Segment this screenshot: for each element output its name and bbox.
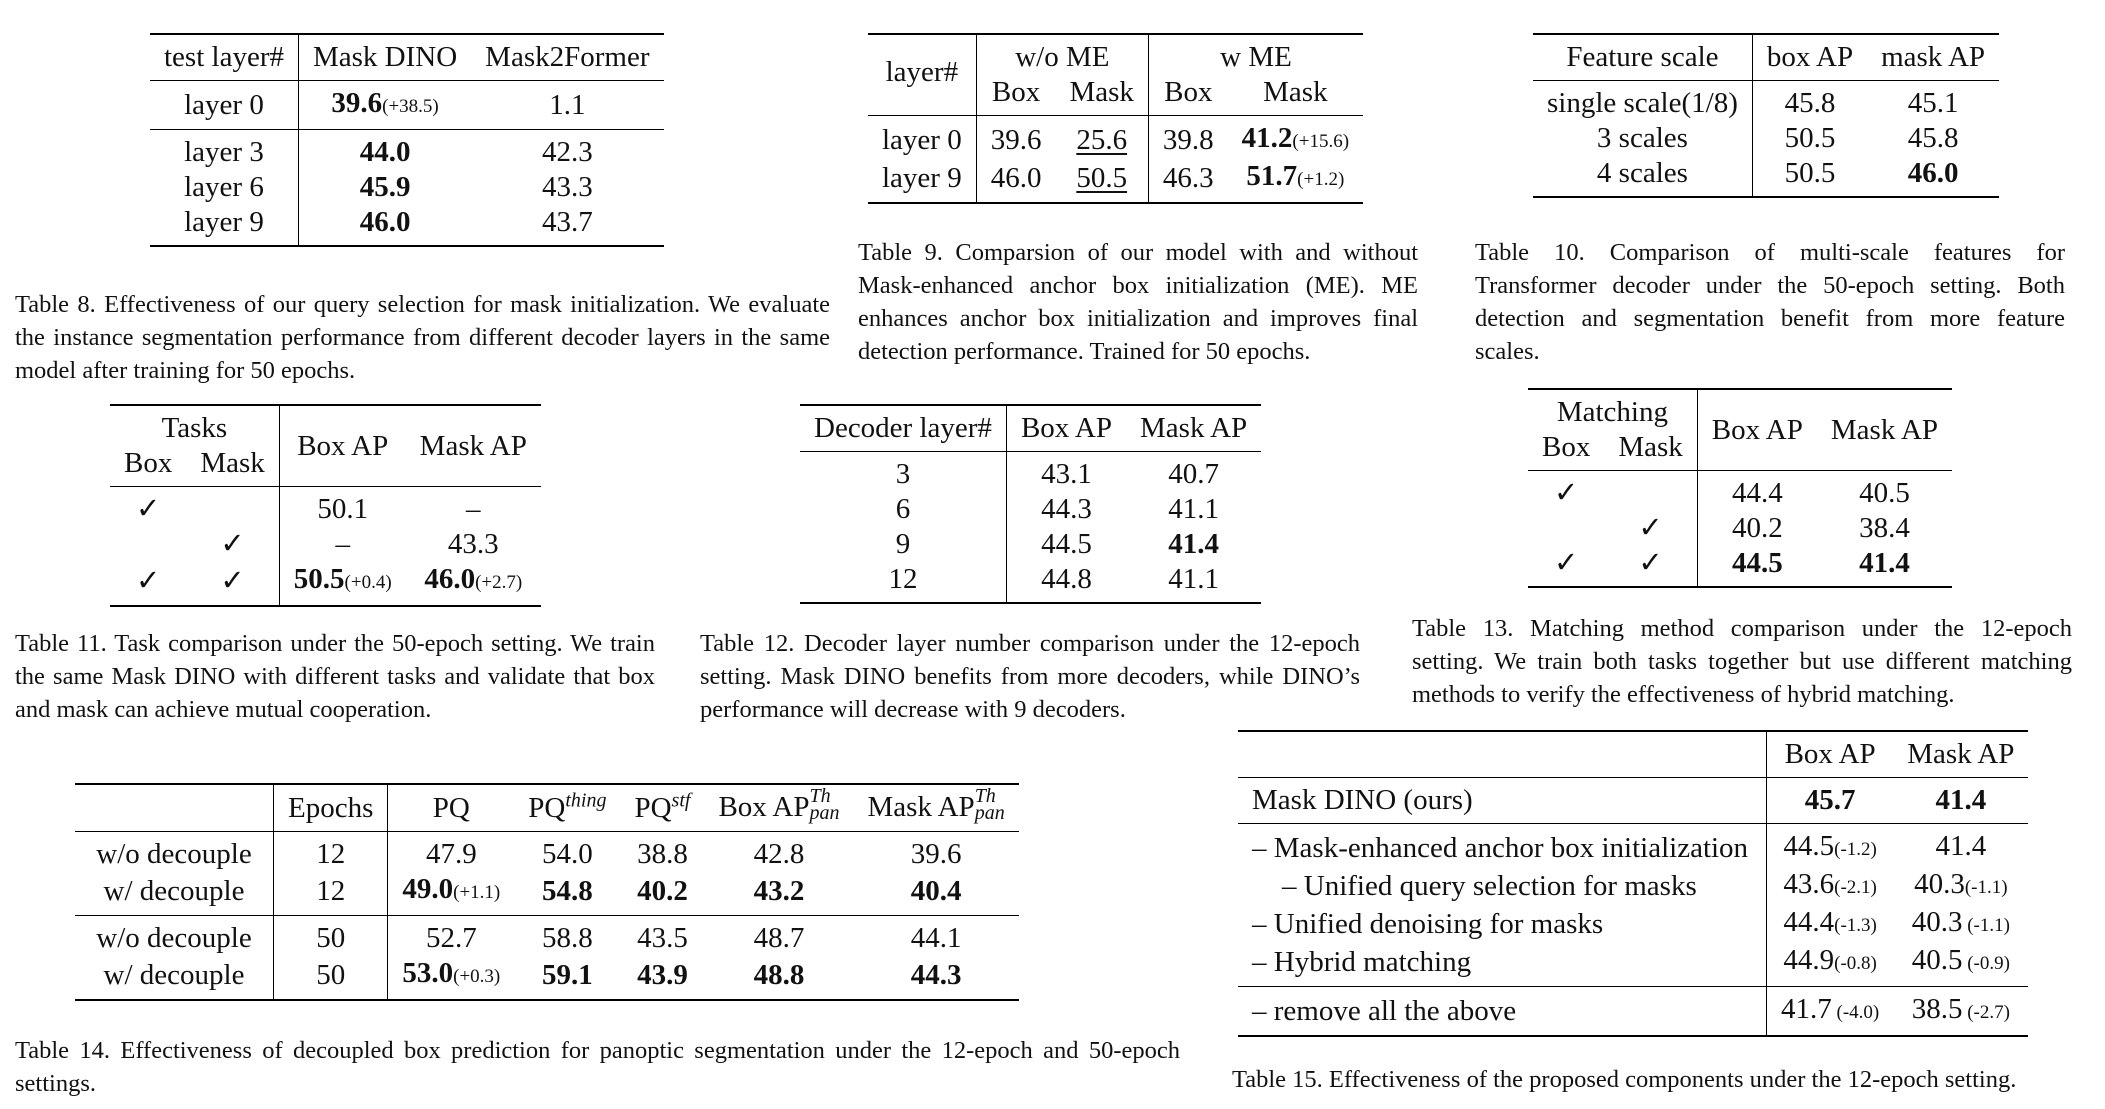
- t13-r3-mask-check: ✓: [1604, 546, 1697, 587]
- t14-r3-box: 48.7: [753, 922, 805, 955]
- t11-header-maskap: Mask AP: [406, 405, 541, 487]
- t9-header-wo-box: Box: [991, 76, 1041, 108]
- t15-r4-box-val: 44.9: [1783, 944, 1835, 976]
- t8-r2-md: 45.9: [359, 171, 411, 203]
- t13-r3-box-check: ✓: [1554, 547, 1579, 579]
- t8-r1-m2f: 42.3: [541, 136, 593, 168]
- t12-header-mask: Mask AP: [1140, 412, 1248, 444]
- t15-r3-box-delta: (-1.3): [1834, 915, 1877, 936]
- t12-r4-mask: 41.1: [1168, 563, 1219, 595]
- t15-r2-box: [1767, 867, 1894, 905]
- t14-r3-name: w/o decouple: [75, 916, 274, 957]
- t11-r3-boxap-val: 50.5: [293, 563, 345, 595]
- t14-r4-ep: 50: [274, 956, 388, 1000]
- t9-header-wo-mask: Mask: [1055, 75, 1148, 116]
- t13-header-box: Box: [1542, 431, 1591, 463]
- t13-r1-maskap: 40.5: [1859, 477, 1910, 509]
- t13-header-boxap: Box AP: [1697, 389, 1817, 471]
- t15-r3-name: – Unified denoising for masks: [1238, 905, 1767, 943]
- t14-header-pq-thing-sup: thing: [565, 789, 607, 812]
- t14-header-maskap-pan: pan: [974, 802, 1005, 825]
- t15-last-mask-val: 38.5: [1911, 993, 1963, 1025]
- t11-r3-mask-check: ✓: [186, 562, 279, 606]
- t11-header-boxap: Box AP: [279, 405, 405, 487]
- t15-r3-box-val: 44.4: [1783, 906, 1835, 938]
- table-14-grid: [75, 783, 1019, 1001]
- t8-r2-m2f: 43.3: [541, 171, 593, 203]
- t14-r4-mask: 44.3: [910, 958, 962, 991]
- t14-header-pq-thing: [514, 784, 620, 832]
- t15-r4-box-delta: (-0.8): [1834, 953, 1877, 974]
- t9-caption: Table 9. Comparsion of our model with and without Mask-enhanced anchor box initialization (ME). ME enhances anchor box initialization and improves final detection performance. Trained for 50 epochs.: [858, 239, 1418, 365]
- t10-r2-mask: 45.8: [1907, 122, 1959, 154]
- t15-main-box: 45.7: [1804, 784, 1856, 816]
- t9-header-w-mask: Mask: [1263, 76, 1328, 108]
- t14-r3-pq: 52.7: [425, 922, 477, 955]
- t14-r1-name: w/o decouple: [75, 832, 274, 873]
- t15-r2-box-delta: (-2.1): [1834, 877, 1877, 898]
- table-12: [800, 404, 1261, 604]
- t11-r2-mask-check: ✓: [186, 527, 279, 562]
- t8-r0-m2f: 1.1: [549, 88, 586, 121]
- t14-r3-ep: 50: [274, 916, 388, 957]
- t15-r1-mask: [1893, 824, 2028, 868]
- t14-r2-name: w/ decouple: [75, 872, 274, 916]
- t14-r4-th: 59.1: [541, 958, 593, 991]
- t14-header-pq: PQ: [432, 791, 470, 824]
- table-10: [1533, 33, 1999, 198]
- t15-r2-box-val: 43.6: [1783, 868, 1835, 900]
- t8-header-layer: test layer#: [150, 34, 298, 81]
- t12-r3-box: 44.5: [1041, 528, 1092, 560]
- t14-r1-st: 38.8: [637, 838, 688, 871]
- t13-r2-maskap: 38.4: [1859, 512, 1910, 544]
- t11-r2-maskap: 43.3: [447, 528, 499, 560]
- t12-r1-mask: 40.7: [1168, 458, 1219, 490]
- t9-header-wo: w/o ME: [976, 34, 1148, 75]
- t14-r1-mask: 39.6: [910, 838, 962, 871]
- table-8-grid: [150, 33, 664, 247]
- t13-caption: Table 13. Matching method comparison under the 12-epoch setting. We train both tasks together but use different matching methods to verify the effectiveness of hybrid matching.: [1412, 615, 2072, 708]
- t15-r2-mask: [1893, 867, 2028, 905]
- t9-r1-d-val: 41.2: [1241, 122, 1293, 154]
- t15-last-box-val: 41.7: [1781, 993, 1832, 1025]
- t9-r1-c: 39.8: [1162, 123, 1214, 156]
- t8-header-mask2former: Mask2Former: [485, 41, 650, 73]
- t14-header-blank: [75, 784, 274, 832]
- t15-r1-box-delta: (-1.2): [1834, 839, 1877, 860]
- t14-header-maskap: [854, 784, 1019, 832]
- t8-caption: Table 8. Effectiveness of our query selection for mask initialization. We evaluate the instance segmentation performance from different decoder layers in the same model after training for 50 epochs.: [15, 291, 830, 384]
- t11-header-tasks: Tasks: [110, 405, 279, 446]
- t15-r3-mask-val: 40.3: [1911, 906, 1963, 938]
- t14-r2-ep: 12: [274, 872, 388, 916]
- table-9: [868, 33, 1363, 204]
- t15-header-mask: Mask AP: [1907, 738, 2015, 770]
- t15-last-box-delta: (-4.0): [1831, 1002, 1880, 1023]
- t15-last-mask: [1893, 987, 2028, 1037]
- t13-header-maskap: Mask AP: [1817, 389, 1952, 471]
- t15-last-box: [1767, 987, 1894, 1037]
- t15-r3-mask: [1893, 905, 2028, 943]
- t14-r2-mask: 40.4: [910, 874, 962, 907]
- t8-r0-layer: layer 0: [150, 81, 298, 130]
- t15-r4-mask-delta: (-0.9): [1962, 953, 2010, 974]
- t14-r2-pq-val: 49.0: [402, 873, 454, 906]
- t12-r4-box: 44.8: [1041, 563, 1092, 595]
- t13-r2-boxap: 40.2: [1731, 512, 1783, 544]
- t15-caption: Table 15. Effectiveness of the proposed components under the 12-epoch setting.: [1232, 1066, 2017, 1093]
- t10-header-box: box AP: [1766, 41, 1854, 73]
- table-13-grid: [1528, 388, 1952, 588]
- t14-header-maskap-script: [974, 785, 1005, 825]
- table-13: [1528, 388, 1952, 588]
- t11-r3-maskap: [406, 562, 541, 606]
- t12-r3-layer: 9: [800, 527, 1006, 562]
- t11-r3-maskap-val: 46.0: [424, 563, 476, 595]
- table-15-grid: [1238, 730, 2028, 1037]
- t15-r1-name: – Mask-enhanced anchor box initialization: [1238, 824, 1767, 868]
- t14-r3-mask: 44.1: [910, 922, 962, 955]
- t15-r4-box: [1767, 943, 1894, 987]
- t14-header-boxap-pan: pan: [809, 802, 840, 825]
- t14-header-maskap-th: Th: [974, 785, 996, 808]
- t12-r2-box: 44.3: [1041, 493, 1092, 525]
- t14-r1-pq: 47.9: [425, 838, 477, 871]
- t10-r3-box: 50.5: [1784, 157, 1836, 189]
- t14-r4-name: w/ decouple: [75, 956, 274, 1000]
- t14-r2-pq-delta: (+1.1): [453, 882, 501, 904]
- t13-r1-box-check: ✓: [1554, 477, 1579, 509]
- t14-r1-ep: 12: [274, 832, 388, 873]
- t15-main-name: Mask DINO (ours): [1238, 778, 1767, 824]
- t15-header-box: Box AP: [1784, 738, 1876, 770]
- t11-r1-boxap: 50.1: [317, 493, 369, 525]
- t13-r1-mask-check: [1604, 471, 1697, 512]
- t13-header-mask: Mask: [1604, 430, 1697, 471]
- table-14: [75, 783, 1019, 1001]
- t14-r4-pq-delta: (+0.3): [453, 966, 501, 988]
- t9-r1-layer: layer 0: [868, 116, 976, 160]
- t15-last-name: – remove all the above: [1238, 987, 1767, 1037]
- t8-r3-m2f: 43.7: [541, 206, 593, 238]
- t8-r1-layer: layer 3: [150, 130, 298, 171]
- t12-header-box: Box AP: [1020, 412, 1113, 444]
- t14-header-boxap: [704, 784, 853, 832]
- t11-r1-box-check: ✓: [136, 493, 161, 525]
- t13-r2-box-check: [1528, 511, 1604, 546]
- t8-r0-md: [298, 81, 471, 130]
- t14-header-boxap-script: [809, 785, 840, 825]
- t14-header-epochs: Epochs: [274, 784, 388, 832]
- t14-r1-box: 42.8: [753, 838, 805, 871]
- t14-r4-pq-val: 53.0: [402, 957, 454, 990]
- t11-r3-maskap-delta: (+2.7): [475, 572, 523, 593]
- t9-r1-a: 39.6: [990, 123, 1042, 156]
- t9-r2-a: 46.0: [990, 161, 1042, 194]
- t14-header-pq-stf-sup: stf: [671, 789, 691, 812]
- t10-caption: Table 10. Comparison of multi-scale features for Transformer decoder under the 50-epoch setting. Both detection and segmentation benefit from more feature scales.: [1475, 239, 2065, 365]
- t15-r1-box: [1767, 824, 1894, 868]
- t10-r2-scale: 3 scales: [1533, 121, 1752, 156]
- t9-header-w-box: Box: [1164, 76, 1213, 108]
- t11-header-mask: Mask: [186, 446, 279, 487]
- table-11-grid: [110, 404, 541, 607]
- t14-header-pq-stf: [620, 784, 704, 832]
- t9-header-layer: layer#: [868, 34, 976, 116]
- t10-r1-box: 45.8: [1784, 87, 1836, 119]
- t9-r2-d: [1228, 159, 1363, 203]
- t10-r3-mask: 46.0: [1907, 157, 1959, 189]
- t9-r2-c: 46.3: [1162, 161, 1214, 194]
- t12-caption: Table 12. Decoder layer number comparison under the 12-epoch setting. Mask DINO benefits from more decoders, while DINO’s performance will decrease with 9 decoders.: [700, 630, 1360, 723]
- table-12-grid: [800, 404, 1261, 604]
- t11-r3-boxap: [279, 562, 405, 606]
- t14-r4-pq: [388, 956, 514, 1000]
- t9-r2-layer: layer 9: [868, 159, 976, 203]
- table-10-grid: [1533, 33, 1999, 198]
- t11-r1-mask-check: [186, 487, 279, 528]
- t15-header-blank: [1238, 731, 1767, 778]
- t14-caption: Table 14. Effectiveness of decoupled box prediction for panoptic segmentation under the 12-epoch and 50-epoch settings.: [15, 1037, 1180, 1097]
- t8-r2-layer: layer 6: [150, 170, 298, 205]
- t15-r4-mask-val: 40.5: [1911, 944, 1963, 976]
- t15-r3-box: [1767, 905, 1894, 943]
- t13-r1-boxap: 44.4: [1731, 477, 1783, 509]
- table-15: [1238, 730, 2028, 1037]
- t11-r3-box-check: ✓: [136, 564, 161, 597]
- t8-r0-md-val: 39.6: [331, 87, 383, 119]
- t8-r1-md: 44.0: [359, 136, 411, 168]
- t10-r2-box: 50.5: [1784, 122, 1836, 154]
- t14-r2-st: 40.2: [637, 874, 688, 907]
- t9-r1-b: 25.6: [1055, 116, 1148, 160]
- t9-r2-d-val: 51.7: [1246, 160, 1298, 192]
- t14-r3-st: 43.5: [637, 922, 688, 955]
- t8-header-maskdino: Mask DINO: [312, 41, 458, 73]
- t12-r1-box: 43.1: [1041, 458, 1092, 490]
- t9-r1-d: [1228, 116, 1363, 160]
- t14-header-pq-stf-base: PQ: [634, 791, 672, 824]
- t15-r2-mask-delta: (-1.1): [1964, 877, 2008, 898]
- t11-r2-boxap: –: [335, 528, 350, 560]
- t12-r2-layer: 6: [800, 492, 1006, 527]
- t15-r1-mask-val: 41.4: [1935, 830, 1987, 862]
- t10-header-mask: mask AP: [1881, 41, 1986, 73]
- t14-r2-pq: [388, 872, 514, 916]
- t13-header-matching: Matching: [1528, 389, 1697, 430]
- t9-r2-d-delta: (+1.2): [1297, 169, 1345, 190]
- t13-r3-boxap: 44.5: [1731, 547, 1783, 579]
- t14-header-boxap-base: Box AP: [718, 791, 810, 823]
- t15-r1-box-val: 44.5: [1783, 830, 1835, 862]
- t10-r1-mask: 45.1: [1907, 87, 1959, 119]
- t15-r2-name: – Unified query selection for masks: [1238, 867, 1767, 905]
- t15-last-mask-delta: (-2.7): [1962, 1002, 2010, 1023]
- t12-r2-mask: 41.1: [1168, 493, 1219, 525]
- t14-r2-th: 54.8: [541, 874, 593, 907]
- t12-r1-layer: 3: [800, 452, 1006, 493]
- t14-r1-th: 54.0: [541, 838, 593, 871]
- t14-header-maskap-base: Mask AP: [867, 791, 975, 823]
- t11-r1-maskap: –: [466, 493, 481, 525]
- t15-main-mask: 41.4: [1935, 784, 1987, 816]
- t10-r3-scale: 4 scales: [1533, 156, 1752, 197]
- table-11: [110, 404, 541, 607]
- t14-r4-st: 43.9: [637, 958, 688, 991]
- t14-r4-box: 48.8: [753, 958, 805, 991]
- t15-r2-mask-val: 40.3: [1914, 868, 1965, 900]
- t10-r1-scale: single scale(1/8): [1533, 81, 1752, 122]
- t9-r1-d-delta: (+15.6): [1292, 131, 1350, 152]
- t11-r3-boxap-delta: (+0.4): [344, 572, 392, 593]
- t8-r3-md: 46.0: [359, 206, 411, 238]
- t12-r3-mask: 41.4: [1168, 528, 1219, 560]
- t8-r0-md-delta: (+38.5): [382, 96, 439, 117]
- t11-header-box: Box: [124, 447, 173, 479]
- t12-header-layer: Decoder layer#: [800, 405, 1006, 452]
- t11-r2-box-check: [110, 527, 186, 562]
- t14-header-boxap-th: Th: [809, 785, 831, 808]
- table-8: [150, 33, 664, 247]
- t14-r2-box: 43.2: [753, 874, 805, 907]
- t10-header-scale: Feature scale: [1533, 34, 1752, 81]
- t14-r3-th: 58.8: [541, 922, 593, 955]
- t15-r4-name: – Hybrid matching: [1238, 943, 1767, 987]
- table-9-grid: [868, 33, 1363, 204]
- t9-r2-b: 50.5: [1055, 159, 1148, 203]
- t15-r4-mask: [1893, 943, 2028, 987]
- t15-r3-mask-delta: (-1.1): [1962, 915, 2010, 936]
- t12-r4-layer: 12: [800, 562, 1006, 603]
- t13-r3-maskap: 41.4: [1859, 547, 1910, 579]
- t9-header-w: w ME: [1220, 41, 1292, 73]
- t8-r3-layer: layer 9: [150, 205, 298, 246]
- t13-r2-mask-check: ✓: [1604, 511, 1697, 546]
- t11-caption: Table 11. Task comparison under the 50-epoch setting. We train the same Mask DINO with different tasks and validate that box and mask can achieve mutual cooperation.: [15, 630, 655, 723]
- t14-header-pq-thing-base: PQ: [528, 791, 566, 824]
